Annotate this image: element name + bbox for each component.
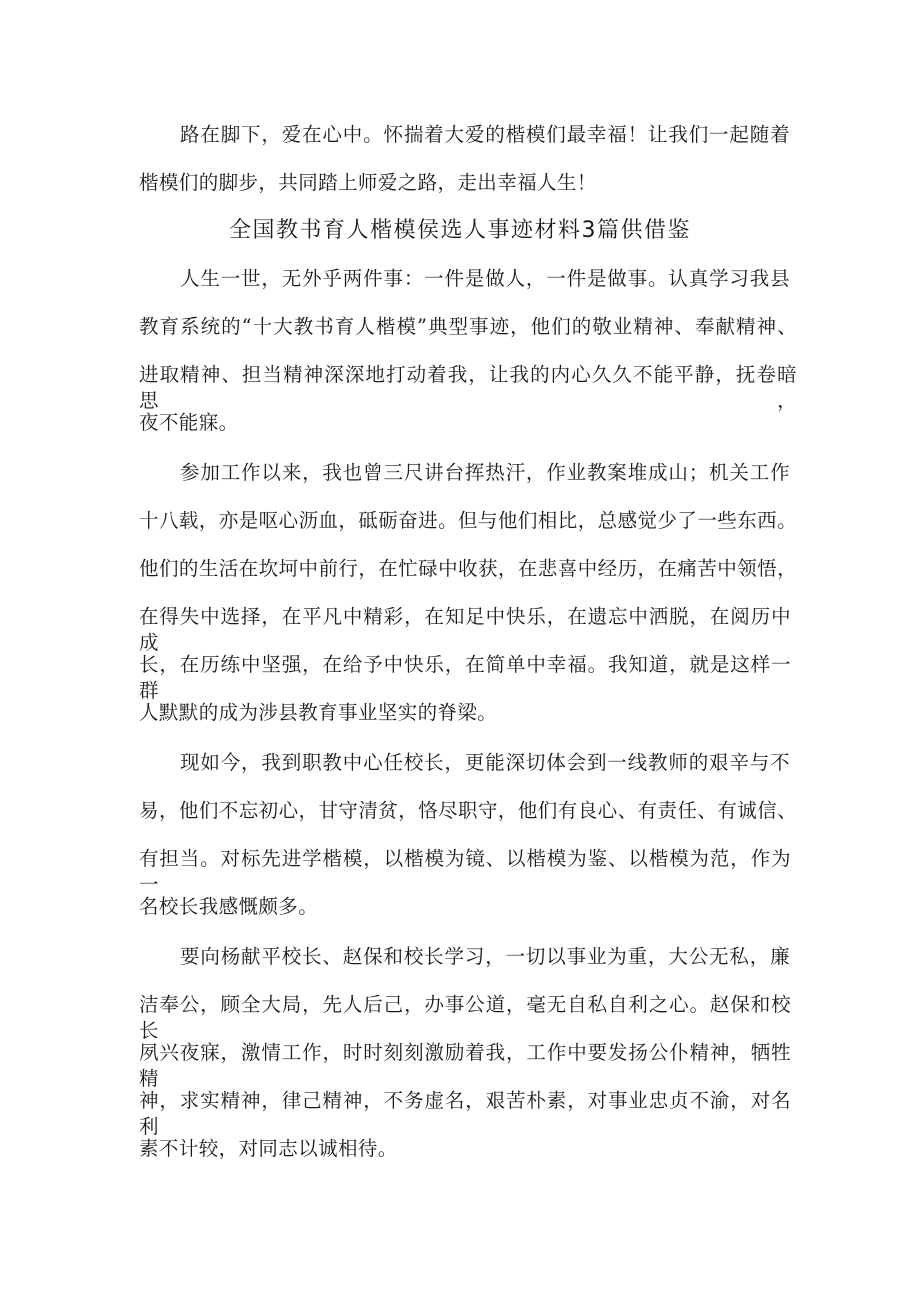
paragraph-3-line-3: 有担当。对标先进学楷模，以楷模为镜、以楷模为鉴、以楷模为范，作为一: [139, 847, 791, 896]
paragraph-3-line-1: 现如今，我到职教中心任校长，更能深切体会到一线教师的艰辛与不: [180, 751, 790, 774]
document-title: 全国教书育人楷模侯选人事迹材料3篇供借鉴: [229, 218, 691, 243]
intro-line-2: 楷模们的脚步，共同踏上师爱之路，走出幸福人生！: [139, 171, 597, 194]
paragraph-4-line-4: 神，求实精神，律己精神，不务虚名，艰苦朴素，对事业忠贞不渝，对名利: [139, 1089, 791, 1138]
paragraph-4-line-2: 洁奉公，顾全大局，先人后己，办事公道，毫无自私自利之心。赵保和校长: [139, 993, 791, 1042]
paragraph-3-line-2: 易，他们不忘初心，甘守清贫，恪尽职守，他们有良心、有责任、有诚信、: [139, 799, 797, 822]
paragraph-1-line-3: 进取精神、担当精神深深地打动着我，让我的内心久久不能平静，抚卷暗思，: [139, 363, 797, 412]
paragraph-4-line-1: 要向杨献平校长、赵保和校长学习，一切以事业为重，大公无私，廉: [180, 945, 790, 968]
paragraph-2-line-4: 在得失中选择，在平凡中精彩，在知足中快乐，在遗忘中洒脱，在阅历中成: [139, 605, 791, 654]
paragraph-2-line-3: 他们的生活在坎坷中前行，在忙碌中收获，在悲喜中经历，在痛苦中领悟，: [139, 557, 797, 580]
paragraph-1-line-2: 教育系统的“十大教书育人楷模”典型事迹，他们的敬业精神、奉献精神、: [139, 315, 797, 338]
paragraph-2-line-5: 长，在历练中坚强，在给予中快乐，在简单中幸福。我知道，就是这样一群: [139, 653, 791, 702]
paragraph-4-line-5: 素不计较，对同志以诚相待。: [139, 1137, 398, 1160]
paragraph-2-line-1: 参加工作以来，我也曾三尺讲台挥热汗，作业教案堆成山；机关工作: [180, 461, 790, 484]
paragraph-3-line-4: 名校长我感慨颇多。: [139, 895, 319, 918]
paragraph-4-line-3: 夙兴夜寐，激情工作，时时刻刻激励着我，工作中要发扬公仆精神，牺牲精: [139, 1041, 791, 1090]
paragraph-2-line-6: 人默默的成为涉县教育事业坚实的脊梁。: [139, 701, 498, 724]
paragraph-1-line-1: 人生一世，无外乎两件事：一件是做人，一件是做事。认真学习我县: [180, 267, 790, 290]
paragraph-1-line-4: 夜不能寐。: [139, 411, 239, 434]
intro-line-1: 路在脚下，爱在心中。怀揣着大爱的楷模们最幸福！让我们一起随着: [180, 123, 790, 146]
paragraph-2-line-2: 十八载，亦是呕心沥血，砥砺奋进。但与他们相比，总感觉少了一些东西。: [139, 509, 797, 532]
